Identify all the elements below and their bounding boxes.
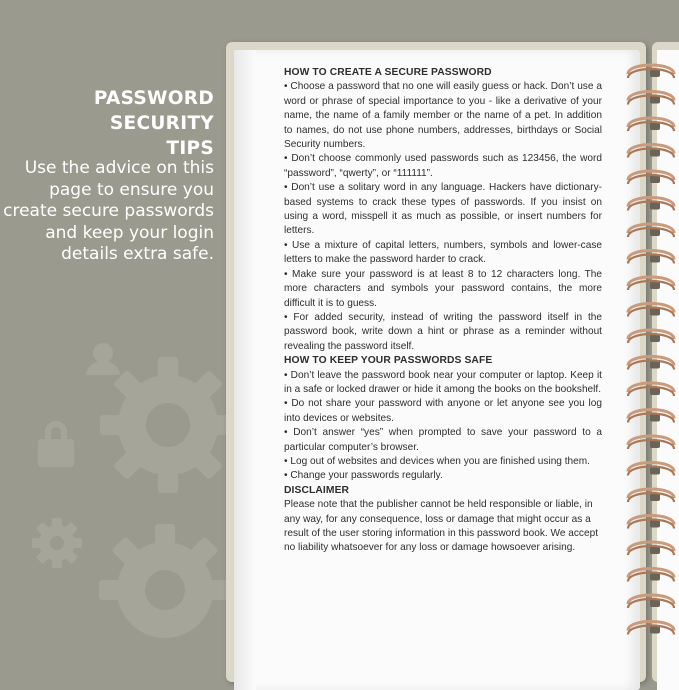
disclaimer-heading: DISCLAIMER xyxy=(284,484,350,496)
binding-ring xyxy=(628,145,674,158)
binding-ring xyxy=(628,304,674,317)
padlock-icon xyxy=(38,421,74,467)
page-edge xyxy=(234,50,256,690)
tip-item: • Use a mixture of capital letters, numbers, symbols and lower-case letters to make the password harder to crack. xyxy=(284,239,602,266)
binding-ring xyxy=(628,595,674,608)
binding-ring xyxy=(628,118,674,131)
binding-ring xyxy=(628,277,674,290)
binding-ring xyxy=(628,410,674,423)
binding-ring xyxy=(628,516,674,529)
binding-ring xyxy=(628,436,674,449)
tip-item: • Don’t use a solitary word in any language. Hackers have dictionary-based systems to crack these types of passwords. If you insist on using a word, misspell it as much as possible, or insert numbers for letters. xyxy=(284,182,602,237)
binding-ring xyxy=(628,171,674,184)
binding-ring xyxy=(628,198,674,211)
tip-item: • For added security, instead of writing the password itself in the password book, write down a hint or phrase as a reminder without revealing the password itself. xyxy=(284,311,602,352)
binding-ring xyxy=(628,569,674,582)
tip-item: • Log out of websites and devices when you are finished using them. xyxy=(284,455,590,467)
tip-item: • Don’t choose commonly used passwords such as 123456, the word “password”, “qwerty”, or “111111”. xyxy=(284,153,602,179)
section-heading: HOW TO CREATE A SECURE PASSWORD xyxy=(284,67,492,78)
tip-item: • Don’t leave the password book near your computer or laptop. Keep it in a safe or locked drawer or hide it among the books on the bookshelf. xyxy=(284,369,602,395)
binding-ring xyxy=(628,251,674,264)
binding-ring xyxy=(628,330,674,343)
binding-ring xyxy=(628,224,674,237)
page-content xyxy=(284,66,602,556)
tip-item: • Change your passwords regularly. xyxy=(284,470,443,482)
tip-item: • Don’t answer “yes” when prompted to save your password to a particular computer’s browser. xyxy=(284,427,602,453)
gear-icon xyxy=(99,524,231,638)
gear-icon xyxy=(32,518,82,568)
binding-ring xyxy=(628,357,674,370)
binding-ring xyxy=(628,65,674,78)
binding-ring xyxy=(628,463,674,476)
tip-item: • Do not share your password with anyone or let anyone see you log into devices or websites. xyxy=(284,398,602,424)
spiral-binding-icon xyxy=(614,60,679,660)
user-icon xyxy=(86,343,120,375)
tip-item: • Choose a password that no one will easily guess or hack. Don’t use a word or phrase of special importance to you - like a derivative of your name, the name of a family member or the name of a pet. In addition to names, do not use phone numbers, addresses, birthdays or Social Security numbers. xyxy=(284,81,602,151)
section-heading: HOW TO KEEP YOUR PASSWORDS SAFE xyxy=(284,355,493,367)
disclaimer-text: Please note that the publisher cannot be held responsible or liable, in any way, for any consequence, loss or damage that might occur as a result of the user storing information in this password book. We accept no liability whatsoever for any loss or damage howsoever arising. xyxy=(284,499,598,554)
binding-ring xyxy=(628,92,674,105)
side-title-line: TIPS xyxy=(166,138,214,159)
binding-ring xyxy=(628,489,674,502)
tip-item: • Make sure your password is at least 8 to 12 characters long. The more characters and symbols your password contains, the more difficult it is to guess. xyxy=(284,268,602,309)
side-title-line: PASSWORD xyxy=(93,88,214,109)
gear-icon xyxy=(100,357,236,493)
side-description: Use the advice on this page to ensure you create secure passwords and keep your login details extra safe. xyxy=(3,158,214,264)
side-title-line: SECURITY xyxy=(109,113,214,134)
side-title xyxy=(0,86,214,161)
binding-ring xyxy=(628,383,674,396)
binding-ring xyxy=(628,622,674,635)
binding-ring xyxy=(628,542,674,555)
